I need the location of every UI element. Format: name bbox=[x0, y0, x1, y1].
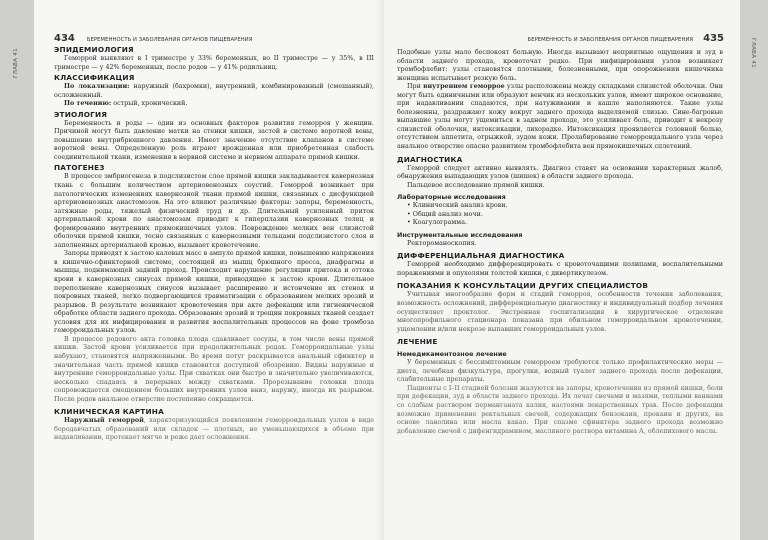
treatment-paragraph: Пациенты с I–II стадией болезни жалуются на запоры, кровотечения из прямой кишки, боли при дефекации, зуд в области заднего прохода. Их лечат свечами и мазями, теплыми ваннами со слабым раствором перманганата калия, настоями лекарственных трав. После дефекации возможно применение ректальных свечей, содержащих бензокаин, прокаин и других, на основе ланолина или масла какао. При спазме сфинктера заднего прохода возможно добавление свечей с дифенгидрамином, масляного раствора витамина А, облепихового масла. bbox=[397, 384, 723, 435]
heading-instrumental-tests: Инструментальные исследования bbox=[397, 230, 523, 239]
running-head-left bbox=[54, 33, 252, 44]
list-item: • Общий анализ мочи. bbox=[407, 211, 723, 220]
bold-term: внутреннем геморрое bbox=[423, 83, 505, 91]
heading-etiology: ЭТИОЛОГИЯ bbox=[54, 109, 108, 119]
diagnostics-text2: Пальцевое исследование прямой кишки. bbox=[407, 181, 545, 189]
text: При bbox=[407, 83, 424, 91]
chapter-label: ГЛАВА 41 bbox=[13, 48, 19, 78]
continuation-text: Подобные узлы мало беспокоят больную. Иногда вызывают неприятные ощущения и зуд в области заднего прохода, кровоточат редко. При инфицировании узлов возникает тромбофлебит: узлы становятся плотными, болезненными, при опорожнении кишечника женщина испытывает резкую боль. bbox=[397, 49, 723, 82]
treatment-paragraph: У беременных с бессимптомным геморроем требуются только профилактические меры — диета, лечебная физкультура, прогулки, водный туалет заднего прохода после дефекации, слабительные препараты. bbox=[397, 359, 723, 384]
list-item: • Клинический анализ крови. bbox=[407, 202, 723, 211]
text: наружный (бахромки), внутренний, комбинированный (смешанный), осложненный. bbox=[54, 83, 374, 99]
chapter-side-tab-left bbox=[0, 0, 34, 540]
heading-clinical-picture: КЛИНИЧЕСКАЯ КАРТИНА bbox=[54, 407, 164, 417]
differential-text: Геморрой необходимо дифференцировать с кровоточащими полипами, воспалительными поражениями и опухолями толстой кишки, с дивертикулезом. bbox=[397, 261, 723, 277]
bold-term: Наружный геморрой bbox=[64, 417, 144, 425]
chapter-label: ГЛАВА 41 bbox=[750, 38, 756, 68]
right-text-column bbox=[397, 49, 723, 436]
epidemiology-text: Геморрой выявляют в I триместре у 33% беременных, во II триместре — у 35%, в III триместре — у 42% беременных, после родов — у 41% родильниц. bbox=[54, 55, 374, 71]
list-item: • Коагулограмма. bbox=[407, 219, 723, 228]
heading-pathogenesis: ПАТОГЕНЕЗ bbox=[54, 163, 105, 173]
page-number: 434 bbox=[54, 33, 75, 44]
text: , характеризующийся появлением геморроидальных узлов в виде бородавчатых образований или складок — плотных, не уменьшающихся в объеме при надавливании, протекает мягче и реже дает осложнения. bbox=[54, 417, 374, 442]
classification-course bbox=[54, 100, 374, 109]
page-number: 435 bbox=[703, 33, 724, 44]
text: острый, хронический. bbox=[111, 100, 188, 108]
classification-location bbox=[54, 83, 374, 100]
heading-non-drug-treatment: Немедикаментозное лечение bbox=[397, 350, 507, 359]
chapter-side-tab-right bbox=[740, 0, 768, 540]
heading-treatment: ЛЕЧЕНИЕ bbox=[397, 337, 438, 347]
instrumental-text: Ректороманоскопия. bbox=[407, 239, 477, 247]
heading-consultation: ПОКАЗАНИЯ К КОНСУЛЬТАЦИИ ДРУГИХ СПЕЦИАЛИСТОВ bbox=[397, 281, 649, 291]
heading-differential: ДИФФЕРЕНЦИАЛЬНАЯ ДИАГНОСТИКА bbox=[397, 251, 565, 261]
lab-tests-list bbox=[397, 202, 723, 228]
heading-lab-tests: Лабораторные исследования bbox=[397, 193, 506, 202]
etiology-text: Беременность и роды — один из основных факторов развития геморроя у женщин. Причиной могут быть давление матки на стенки кишки, застой в системе воротной вены, повышение внутрибрюшного давления. Имеет значение отсутствие клапанов в системе воротной вены. Определенную роль играют врожденная или приобретенная слабость соединительной ткани, изменения в нервной системе и нервном аппарате прямой кишки. bbox=[54, 119, 374, 161]
bold-label: По локализации: bbox=[64, 83, 130, 91]
consultation-text: Учитывая многообразие форм и стадий геморроя, особенности течения заболевания, возможность осложнений, дифференциальную диагностику и индивидуальный подбор лечения осуществляет проктолог. Экстренная госпитализация в хирургическое отделение многопрофильного стационара показана при обильном геморроидальном кровотечении, ущемлении и/или некрозе выпавших геморроидальных узлов. bbox=[397, 291, 723, 333]
pathogenesis-paragraph: В процессе эмбриогенеза в подслизистом слое прямой кишки закладывается кавернозная ткань с большим количеством артериовенозных соустий. Геморрой возникает при патологических изменениях кавернозной ткани прямой кишки, связанных с дисфункцией артериовенозных анастомозов. На это влияют различные факторы: запоры, беременность, затяжные роды, тяжелый физический труд и др. Длительный усиленный приток артериальной крови по анастомозам приводит к гиперплазии кавернозных телец и формированию внутренних прямокишечных узлов. Повреждение мелких вен слизистой оболочки прямой кишки, тесно связанных с кавернозными тельцами подслизистого слоя и заполненных артериальной кровью, вызывает кровотечение. bbox=[54, 173, 374, 249]
running-title: БЕРЕМЕННОСТЬ И ЗАБОЛЕВАНИЯ ОРГАНОВ ПИЩЕВАРЕНИЯ bbox=[86, 37, 253, 43]
running-head-right bbox=[528, 33, 724, 44]
text: узлы расположены между складками слизистой оболочки. Они могут быть единичными или образуют венчик из нескольких узлов, имеют широкое основание, при надавливании спадаются, при натуживании и кашле наполняются. Такие узлы болезненны, раздражают кожу вокруг заднего прохода выделяемой слизью. Сине-багровые выпавшие узлы могут ущемиться в заднем проходе, это усиливает боль, приводит к некрозу слизистой оболочки, интоксикации, лихорадке. Интоксикация проявляется головной болью, отсутствием аппетита, отрыжкой, зудом кожи. Пролабирование геморроидального узла через анальное отверстие опасно развитием тромбофлебита вен прямокишечных сплетений. bbox=[397, 83, 723, 151]
heading-epidemiology: ЭПИДЕМИОЛОГИЯ bbox=[54, 45, 134, 54]
heading-classification: КЛАССИФИКАЦИЯ bbox=[54, 73, 135, 83]
bold-label: По течению: bbox=[64, 100, 112, 108]
pathogenesis-paragraph: Запоры приводят к застою каловых масс в ампуле прямой кишки, повышению напряжения в кишечно-сфинктерной системе, состоящей из мышц брюшного пресса, диафрагмы и мышцы, поднимающей задний проход. Происходит нарушение регуляции притока и оттока крови в кавернозных синусах прямой кишки, приводящее к застою крови. Длительное переполнение кавернозных синусов вызывает расширение и истончение их стенок и покровных тканей, легко подвергающихся травматизации с образованием мелких эрозий и разрывов. В результате возникают кровотечения при акте дефекации или гигиенической обработке области заднего прохода. Образование эрозий и трещин покровных тканей создает условия для их инфицирования и развития воспалительных процессов на фоне тромбоза геморроидальных узлов. bbox=[54, 250, 374, 335]
left-text-column bbox=[54, 44, 374, 443]
pathogenesis-paragraph: В процессе родового акта головка плода сдавливает сосуды, в том числе вены прямой кишки. Застой крови усиливается при продолжительных родах. Геморроидальные узлы набухают, становятся напряженными. Во время потуг раскрывается анальный сфинктер и значительная часть прямой кишки становится доступной обозрению. Видны наружные и внутренние геморроидальные узлы. При схватках они быстро и значительно увеличиваются, несколько спадаясь в перерывах между схватками. Прорезывание головки плода сопровождается смещением больших внутренних узлов вниз, наружу, иногда их разрывом. После родов анальное отверстие постепенно сокращается. bbox=[54, 335, 374, 403]
clinical-picture-text bbox=[54, 417, 374, 443]
running-title: БЕРЕМЕННОСТЬ И ЗАБОЛЕВАНИЯ ОРГАНОВ ПИЩЕВАРЕНИЯ bbox=[527, 37, 694, 43]
diagnostics-text: Геморрой следует активно выявлять. Диагноз ставят на основании характерных жалоб, обнаружения выпадающих узлов (шишек) в области заднего прохода. bbox=[397, 164, 723, 181]
internal-hemorrhoids-text bbox=[397, 83, 723, 151]
heading-diagnostics: ДИАГНОСТИКА bbox=[397, 154, 463, 164]
